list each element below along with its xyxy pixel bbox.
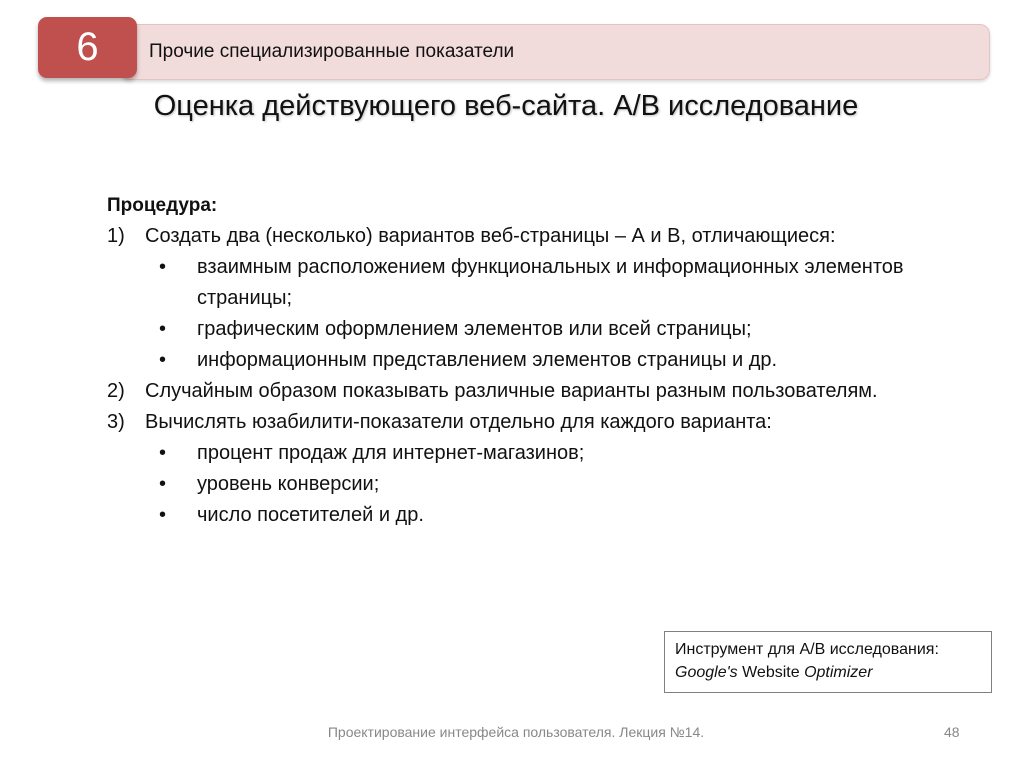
bullet-icon: • bbox=[159, 504, 167, 526]
bullet-text: число посетителей и др. bbox=[197, 504, 424, 526]
bullet-icon: • bbox=[159, 349, 167, 371]
bullet-text: процент продаж для интернет-магазинов; bbox=[197, 442, 585, 464]
list-item bbox=[107, 314, 927, 345]
list-item bbox=[107, 438, 927, 469]
step-number: 1) bbox=[107, 225, 125, 247]
tool-note-line-1: Инструмент для А/В исследования: bbox=[675, 641, 939, 658]
tool-name-google: Google's bbox=[675, 664, 738, 681]
section-header-bar bbox=[120, 24, 990, 80]
bullet-text: взаимным расположением функциональных и информационных элементов страницы; bbox=[197, 256, 904, 309]
procedure-step-1 bbox=[107, 221, 927, 252]
bullet-icon: • bbox=[159, 256, 167, 278]
step-number: 3) bbox=[107, 411, 125, 433]
slide-title: Оценка действующего веб-сайта. А/В исследование bbox=[153, 90, 859, 122]
footer-text: Проектирование интерфейса пользователя. Лекция №14. bbox=[327, 724, 705, 740]
bullet-text: уровень конверсии; bbox=[197, 473, 380, 495]
tool-note-box bbox=[664, 631, 992, 693]
bullet-icon: • bbox=[159, 473, 167, 495]
procedure-step-2 bbox=[107, 376, 927, 407]
section-title: Прочие специализированные показатели bbox=[149, 41, 515, 62]
section-number-badge: 6 bbox=[38, 17, 137, 78]
procedure-heading: Процедура: bbox=[107, 195, 218, 216]
bullet-icon: • bbox=[159, 318, 167, 340]
tool-name-website: Website bbox=[737, 664, 805, 681]
step-text: Случайным образом показывать различные варианты разным пользователям. bbox=[145, 380, 878, 402]
step-3-bullets bbox=[107, 438, 927, 531]
bullet-text: графическим оформлением элементов или всей страницы; bbox=[197, 318, 752, 340]
list-item bbox=[107, 500, 927, 531]
list-item bbox=[107, 252, 927, 314]
list-item bbox=[107, 469, 927, 500]
page-number: 48 bbox=[944, 724, 960, 740]
list-item bbox=[107, 345, 927, 376]
bullet-icon: • bbox=[159, 442, 167, 464]
step-text: Вычислять юзабилити-показатели отдельно для каждого варианта: bbox=[145, 411, 772, 433]
tool-note-line-2 bbox=[675, 661, 981, 684]
slide-body bbox=[107, 190, 927, 531]
tool-name-optimizer: Optimizer bbox=[804, 664, 873, 681]
step-1-bullets bbox=[107, 252, 927, 376]
bullet-text: информационным представлением элементов страницы и др. bbox=[197, 349, 778, 371]
step-number: 2) bbox=[107, 380, 125, 402]
procedure-step-3 bbox=[107, 407, 927, 438]
step-text: Создать два (несколько) вариантов веб-страницы – А и В, отличающиеся: bbox=[145, 225, 836, 247]
